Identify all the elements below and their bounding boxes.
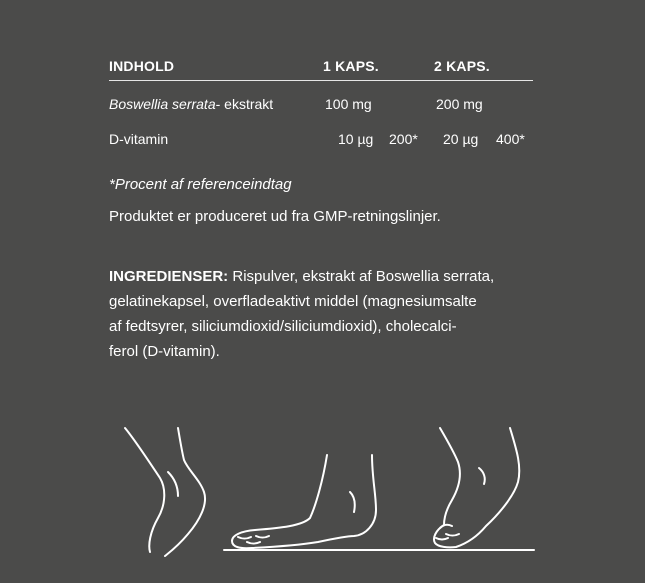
knee-icon [125,428,205,556]
header-two-capsules: 2 KAPS. [434,58,490,74]
header-one-capsule: 1 KAPS. [323,58,379,74]
row-one-amount: 100 mg [325,96,372,112]
ingredients-line-4: ferol (D-vitamin). [109,343,220,360]
row-name-rest: - ekstrakt [215,96,274,112]
table-row [109,130,168,148]
row-one-percent: 200* [389,131,418,147]
ingredients-line-1: INGREDIENSER: Rispulver, ekstrakt af Boswellia serrata, [109,268,495,285]
ingredients-line-2: gelatinekapsel, overfladeaktivt middel (magnesiumsalte [109,293,477,310]
footnote: *Procent af referenceindtag [109,176,292,193]
row-two-amount: 20 µg [443,131,479,147]
foot-flat-icon [232,455,376,548]
row-name-rest: D-vitamin [109,131,169,147]
foot-tiptoe-icon [434,428,519,547]
gmp-note: Produktet er produceret ud fra GMP-retningslinjer. [109,208,441,225]
row-two-amount: 200 mg [436,96,483,112]
row-name-italic: Boswellia serrata [109,96,216,112]
row-one-amount: 10 µg [338,131,374,147]
ingredients-line-3: af fedtsyrer, siliciumdioxid/siliciumdioxid), cholecalci- [109,318,457,335]
row-two-percent: 400* [496,131,525,147]
table-row [109,95,273,113]
ingredients [109,264,549,364]
ingredients-label: INGREDIENSER: [109,268,229,285]
header-content: INDHOLD [109,58,175,74]
header-divider [109,80,533,81]
